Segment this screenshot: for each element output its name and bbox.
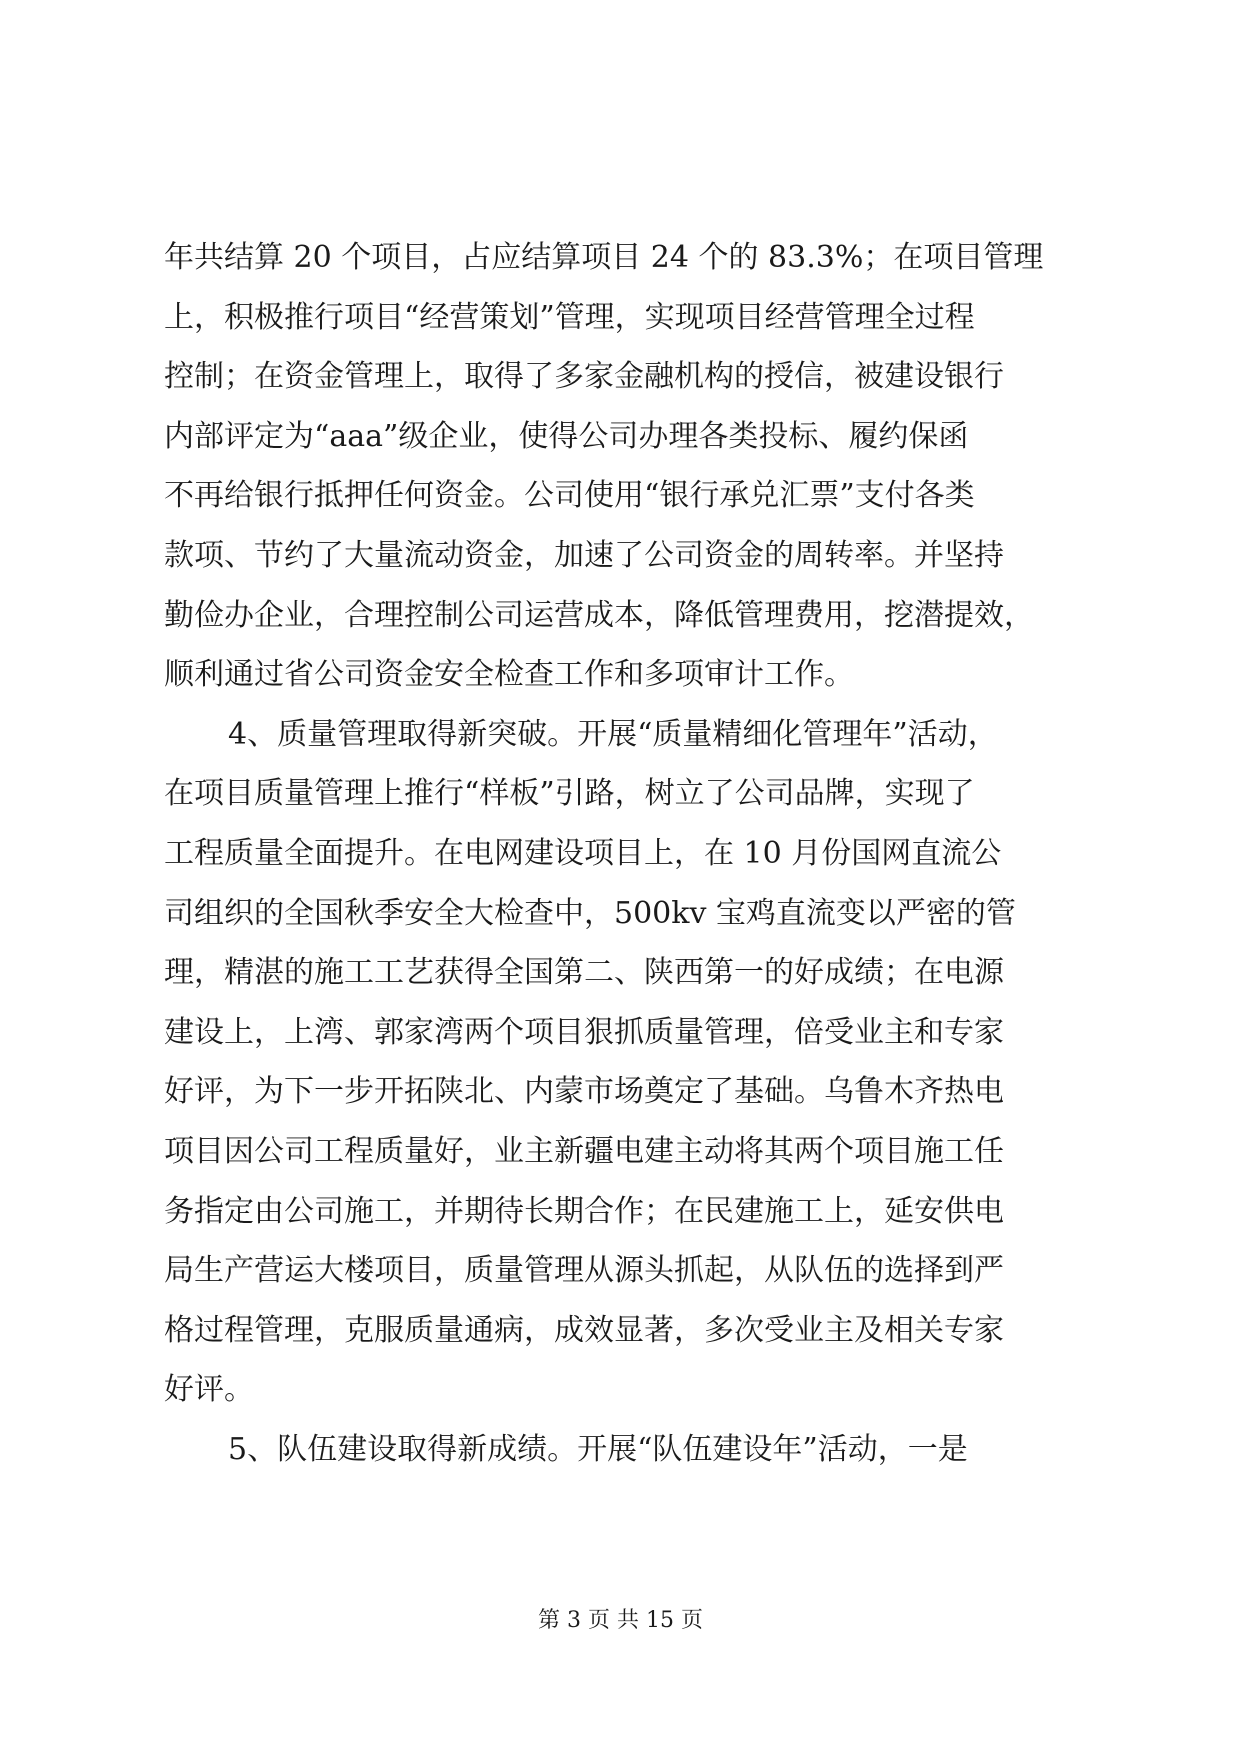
text-line: 好评，为下一步开拓陕北、内蒙市场奠定了基础。乌鲁木齐热电: [164, 1074, 1004, 1110]
text-line: 局生产营运大楼项目，质量管理从源头抓起，从队伍的选择到严: [164, 1253, 1004, 1289]
text-line: 理，精湛的施工工艺获得全国第二、陕西第一的好成绩；在电源: [164, 955, 1004, 991]
text-line: 年共结算 20 个项目，占应结算项目 24 个的 83.3%；在项目管理: [164, 240, 1044, 275]
text-line: 顺利通过省公司资金安全检查工作和多项审计工作。: [164, 657, 854, 693]
paragraph-4-start: 4、质量管理取得新突破。开展“质量精细化管理年”活动，: [228, 716, 998, 752]
text-line: 司组织的全国秋季安全大检查中，500kv 宝鸡直流变以严密的管: [164, 895, 1016, 931]
text-line: 控制；在资金管理上，取得了多家金融机构的授信，被建设银行: [164, 359, 1004, 395]
body-text: [164, 228, 1084, 1479]
text-line: 格过程管理，克服质量通病，成效显著，多次受业主及相关专家: [164, 1312, 1004, 1348]
text-line: 建设上，上湾、郭家湾两个项目狠抓质量管理，倍受业主和专家: [164, 1014, 1004, 1050]
text-line: 在项目质量管理上推行“样板”引路，树立了公司品牌，实现了: [164, 776, 975, 812]
page-number: 第 3 页 共 15 页: [538, 1608, 703, 1633]
text-line: 务指定由公司施工，并期待长期合作；在民建施工上，延安供电: [164, 1193, 1004, 1229]
text-line: 内部评定为“aaa”级企业，使得公司办理各类投标、履约保函: [164, 418, 969, 454]
page-footer: [0, 1606, 1241, 1636]
text-line: 不再给银行抵押任何资金。公司使用“银行承兑汇票”支付各类: [164, 478, 975, 514]
text-line: 工程质量全面提升。在电网建设项目上，在 10 月份国网直流公: [164, 835, 1002, 871]
text-line: 款项、节约了大量流动资金，加速了公司资金的周转率。并坚持: [164, 537, 1004, 573]
text-line: 项目因公司工程质量好，业主新疆电建主动将其两个项目施工任: [164, 1133, 1004, 1169]
text-line: 上，积极推行项目“经营策划”管理，实现项目经营管理全过程: [164, 299, 975, 335]
text-line: 好评。: [164, 1372, 254, 1408]
text-line: 勤俭办企业，合理控制公司运营成本，降低管理费用，挖潜提效，: [164, 597, 1034, 633]
paragraph-5-start: 5、队伍建设取得新成绩。开展“队伍建设年”活动，一是: [228, 1431, 968, 1467]
